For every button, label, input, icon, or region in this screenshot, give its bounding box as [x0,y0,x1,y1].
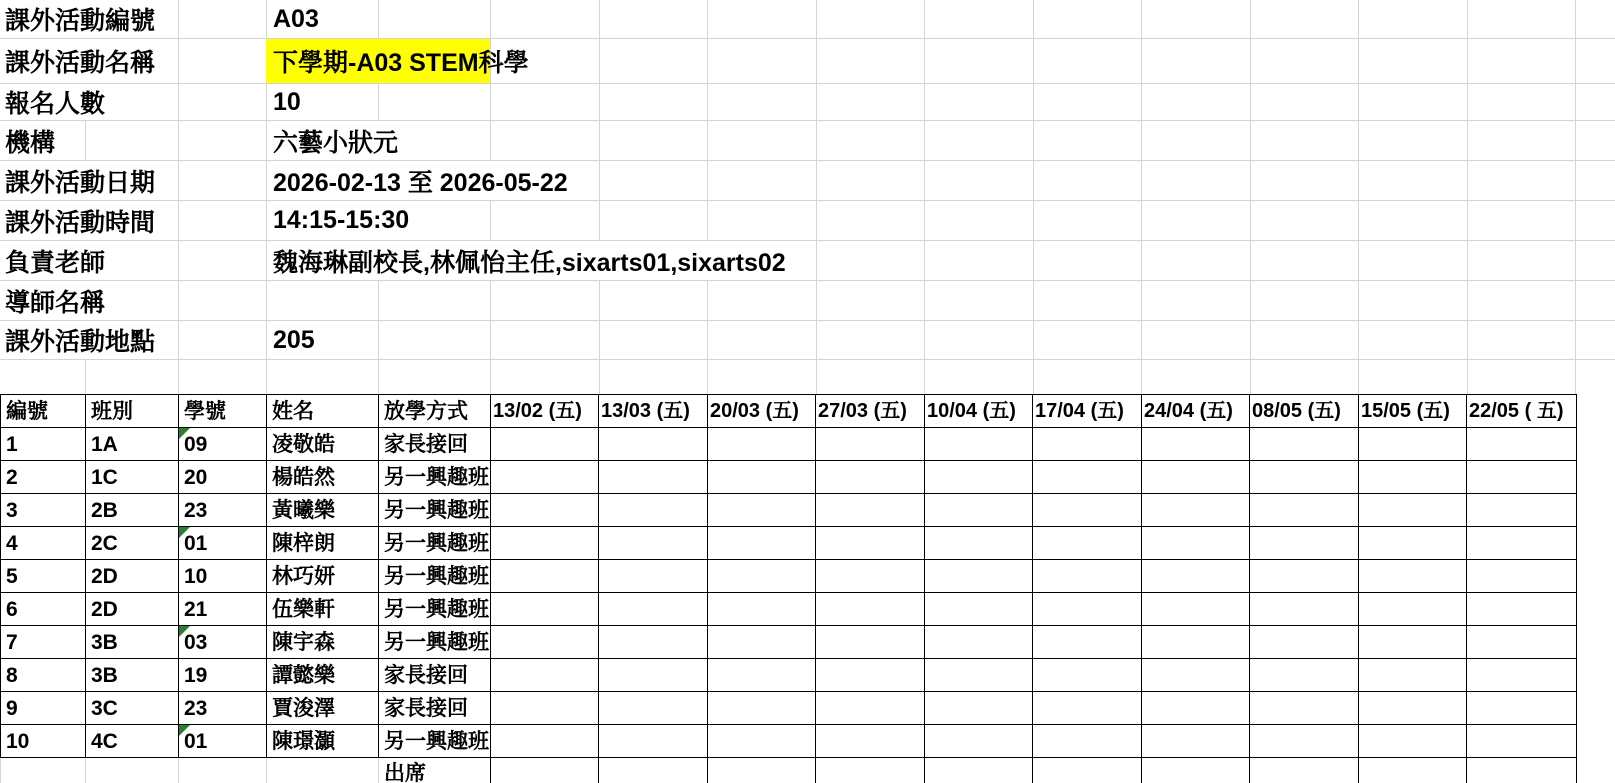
row-number-cell[interactable]: 4 [1,527,86,560]
date-cell[interactable] [1359,560,1467,593]
date-cell[interactable] [708,428,816,461]
info-value[interactable]: 10 [267,84,309,120]
date-header[interactable]: 15/05 (五) [1359,395,1467,428]
gridlines [0,0,1615,38]
date-cell[interactable] [491,494,599,527]
date-cell[interactable] [1033,461,1142,494]
date-header[interactable]: 20/03 (五) [708,395,816,428]
date-cell[interactable] [599,758,708,783]
student-no-cell[interactable]: 20 [179,461,267,494]
date-cell[interactable] [599,461,708,494]
date-cell[interactable] [1142,560,1250,593]
date-cell[interactable] [1142,659,1250,692]
table-row [1,560,1577,593]
date-cell[interactable] [1142,527,1250,560]
dismissal-cell[interactable]: 另一興趣班 [379,725,491,758]
date-cell[interactable] [1142,725,1250,758]
date-cell[interactable] [1467,758,1577,783]
empty-cell[interactable] [1,758,86,783]
row-number-cell[interactable]: 2 [1,461,86,494]
row-number-cell[interactable]: 3 [1,494,86,527]
attendance-footer-row [1,758,1577,783]
date-cell[interactable] [1467,527,1577,560]
name-cell[interactable]: 陳梓朗 [267,527,379,560]
date-cell[interactable] [816,692,925,725]
dismissal-cell[interactable]: 另一興趣班 [379,593,491,626]
date-cell[interactable] [1033,428,1142,461]
cell-flag-icon [179,428,190,439]
date-cell[interactable] [708,626,816,659]
class-cell[interactable]: 1A [86,428,179,461]
name-cell[interactable]: 林巧妍 [267,560,379,593]
date-cell[interactable] [1250,494,1359,527]
student-no-cell[interactable]: 23 [179,692,267,725]
plain-text: 科學 [478,49,529,77]
dismissal-cell[interactable]: 另一興趣班 [379,461,491,494]
attendance-footer-label[interactable]: 出席 [379,758,491,783]
date-cell[interactable] [1359,494,1467,527]
date-cell[interactable] [1033,659,1142,692]
date-cell[interactable] [491,626,599,659]
table-row [1,692,1577,725]
row-number-cell[interactable]: 8 [1,659,86,692]
dismissal-cell[interactable]: 另一興趣班 [379,527,491,560]
date-cell[interactable] [1467,560,1577,593]
student-no-cell[interactable]: 09 [179,428,267,461]
class-cell[interactable]: 3C [86,692,179,725]
date-header[interactable]: 24/04 (五) [1142,395,1250,428]
date-cell[interactable] [1250,461,1359,494]
info-label[interactable]: 課外活動日期 [0,161,163,200]
table-row [1,626,1577,659]
date-cell[interactable] [708,593,816,626]
date-cell[interactable] [491,725,599,758]
info-label[interactable]: 課外活動名稱 [0,39,163,83]
gridlines [0,161,1615,200]
class-cell[interactable]: 3B [86,626,179,659]
date-cell[interactable] [1142,692,1250,725]
date-cell[interactable] [1467,725,1577,758]
date-cell[interactable] [1359,659,1467,692]
date-cell[interactable] [1467,692,1577,725]
dismissal-cell[interactable]: 另一興趣班 [379,626,491,659]
name-cell[interactable]: 譚懿樂 [267,659,379,692]
cell-flag-icon [179,527,190,538]
col-header-no[interactable]: 編號 [1,395,86,428]
date-cell[interactable] [1467,659,1577,692]
date-header[interactable]: 13/03 (五) [599,395,708,428]
empty-cell[interactable] [86,758,179,783]
date-cell[interactable] [1033,593,1142,626]
date-cell[interactable] [708,659,816,692]
info-row-enrolment [0,84,1615,121]
row-number-cell[interactable]: 9 [1,692,86,725]
date-cell[interactable] [1250,527,1359,560]
col-header-dismissal[interactable]: 放學方式 [379,395,491,428]
class-cell[interactable]: 1C [86,461,179,494]
info-value[interactable]: 205 [267,321,323,359]
row-number-cell[interactable]: 7 [1,626,86,659]
empty-row [0,360,1615,394]
gridlines [0,84,1615,120]
date-cell[interactable] [599,626,708,659]
date-cell[interactable] [1033,527,1142,560]
info-label[interactable]: 報名人數 [0,84,113,120]
date-cell[interactable] [1250,692,1359,725]
date-cell[interactable] [925,692,1033,725]
date-cell[interactable] [925,659,1033,692]
date-cell[interactable] [1142,494,1250,527]
date-cell[interactable] [708,692,816,725]
date-cell[interactable] [1467,626,1577,659]
date-cell[interactable] [1250,560,1359,593]
student-no-cell[interactable]: 19 [179,659,267,692]
info-value[interactable]: A03 [267,0,327,38]
date-cell[interactable] [1467,593,1577,626]
info-row-tutor [0,281,1615,321]
row-number-cell[interactable]: 5 [1,560,86,593]
date-cell[interactable] [1033,494,1142,527]
date-cell[interactable] [708,560,816,593]
info-row-dates [0,161,1615,201]
name-cell[interactable]: 黃曦樂 [267,494,379,527]
date-cell[interactable] [816,560,925,593]
name-cell[interactable]: 凌敬皓 [267,428,379,461]
date-cell[interactable] [708,494,816,527]
date-cell[interactable] [708,758,816,783]
info-row-organisation [0,121,1615,161]
dismissal-cell[interactable]: 家長接回 [379,428,491,461]
info-label[interactable]: 課外活動時間 [0,201,163,240]
student-no-cell[interactable]: 01 [179,725,267,758]
gridlines [0,321,1615,359]
info-row-teachers [0,241,1615,281]
class-cell[interactable]: 2C [86,527,179,560]
table-row [1,494,1577,527]
date-cell[interactable] [1467,461,1577,494]
info-row-time [0,201,1615,241]
date-cell[interactable] [816,593,925,626]
date-cell[interactable] [491,758,599,783]
date-cell[interactable] [1467,428,1577,461]
empty-cell[interactable] [179,758,267,783]
date-cell[interactable] [816,428,925,461]
info-row-activity-name [0,39,1615,84]
date-cell[interactable] [599,692,708,725]
date-cell[interactable] [1250,725,1359,758]
class-cell[interactable]: 2B [86,494,179,527]
date-cell[interactable] [599,593,708,626]
info-label[interactable]: 機構 [0,121,63,160]
date-cell[interactable] [1250,659,1359,692]
date-cell[interactable] [816,758,925,783]
date-cell[interactable] [925,758,1033,783]
date-cell[interactable] [1142,758,1250,783]
date-cell[interactable] [816,626,925,659]
date-cell[interactable] [925,626,1033,659]
date-cell[interactable] [1033,626,1142,659]
name-cell[interactable]: 陳璟灝 [267,725,379,758]
info-label[interactable]: 課外活動地點 [0,321,163,359]
date-cell[interactable] [491,593,599,626]
date-cell[interactable] [925,725,1033,758]
date-cell[interactable] [1250,626,1359,659]
date-cell[interactable] [599,659,708,692]
col-header-class[interactable]: 班別 [86,395,179,428]
date-cell[interactable] [1033,560,1142,593]
date-header[interactable]: 27/03 (五) [816,395,925,428]
date-cell[interactable] [1250,758,1359,783]
gridlines [0,201,1615,240]
date-cell[interactable] [1467,494,1577,527]
info-value[interactable]: 六藝小狀元 [267,121,406,160]
date-header[interactable]: 08/05 (五) [1250,395,1359,428]
gridlines [0,281,1615,320]
info-value[interactable]: 2026-02-13 至 2026-05-22 [267,161,576,200]
date-cell[interactable] [1359,593,1467,626]
date-cell[interactable] [1033,692,1142,725]
date-header[interactable]: 22/05 ( 五) [1467,395,1577,428]
student-no-cell[interactable]: 21 [179,593,267,626]
date-cell[interactable] [491,461,599,494]
col-header-student-no[interactable]: 學號 [179,395,267,428]
table-row [1,461,1577,494]
name-cell[interactable]: 楊皓然 [267,461,379,494]
info-label[interactable]: 課外活動編號 [0,0,163,38]
dismissal-cell[interactable]: 另一興趣班 [379,494,491,527]
table-row [1,593,1577,626]
student-no-cell[interactable]: 01 [179,527,267,560]
date-cell[interactable] [1359,692,1467,725]
date-cell[interactable] [1359,527,1467,560]
date-cell[interactable] [599,560,708,593]
date-cell[interactable] [491,659,599,692]
table-row [1,428,1577,461]
name-cell[interactable]: 賈浚澤 [267,692,379,725]
date-cell[interactable] [491,692,599,725]
gridlines [0,39,1615,83]
class-cell[interactable]: 2D [86,593,179,626]
class-cell[interactable]: 3B [86,659,179,692]
date-cell[interactable] [1359,725,1467,758]
date-cell[interactable] [925,593,1033,626]
date-cell[interactable] [708,527,816,560]
date-cell[interactable] [1033,725,1142,758]
date-cell[interactable] [925,560,1033,593]
date-cell[interactable] [708,461,816,494]
table-row [1,725,1577,758]
info-value[interactable] [267,39,537,83]
date-cell[interactable] [599,428,708,461]
dismissal-cell[interactable]: 家長接回 [379,692,491,725]
info-row-venue [0,321,1615,360]
info-label[interactable]: 導師名稱 [0,281,113,320]
info-label[interactable]: 負責老師 [0,241,113,280]
date-cell[interactable] [1142,593,1250,626]
date-cell[interactable] [1359,626,1467,659]
date-cell[interactable] [1359,758,1467,783]
attendance-table [0,394,1577,783]
student-no-cell[interactable]: 10 [179,560,267,593]
date-header[interactable]: 17/04 (五) [1033,395,1142,428]
header-row [1,395,1577,428]
info-value[interactable]: 14:15-15:30 [267,201,417,240]
date-cell[interactable] [816,659,925,692]
class-cell[interactable]: 2D [86,560,179,593]
date-cell[interactable] [1142,461,1250,494]
date-header[interactable]: 13/02 (五) [491,395,599,428]
row-number-cell[interactable]: 6 [1,593,86,626]
gridlines [0,360,1615,394]
date-cell[interactable] [1142,428,1250,461]
table-row [1,527,1577,560]
col-header-name[interactable]: 姓名 [267,395,379,428]
date-cell[interactable] [816,461,925,494]
student-no-cell[interactable]: 03 [179,626,267,659]
dismissal-cell[interactable]: 另一興趣班 [379,560,491,593]
date-cell[interactable] [816,527,925,560]
name-cell[interactable]: 陳宇森 [267,626,379,659]
row-number-cell[interactable]: 1 [1,428,86,461]
dismissal-cell[interactable]: 家長接回 [379,659,491,692]
date-cell[interactable] [599,494,708,527]
date-cell[interactable] [1359,428,1467,461]
date-cell[interactable] [925,461,1033,494]
cell-flag-icon [179,725,190,736]
date-cell[interactable] [491,527,599,560]
class-cell[interactable]: 4C [86,725,179,758]
empty-cell[interactable] [267,758,379,783]
date-cell[interactable] [599,725,708,758]
date-cell[interactable] [1250,428,1359,461]
info-row-activity-code [0,0,1615,39]
date-header[interactable]: 10/04 (五) [925,395,1033,428]
student-no-cell[interactable]: 23 [179,494,267,527]
date-cell[interactable] [1250,593,1359,626]
gridlines [0,241,1615,280]
cell-flag-icon [179,626,190,637]
date-cell[interactable] [1359,461,1467,494]
date-cell[interactable] [491,560,599,593]
table-row [1,659,1577,692]
date-cell[interactable] [1033,758,1142,783]
name-cell[interactable]: 伍樂軒 [267,593,379,626]
gridlines [0,121,1615,160]
date-cell[interactable] [1142,626,1250,659]
date-cell[interactable] [925,527,1033,560]
date-cell[interactable] [925,428,1033,461]
info-value[interactable]: 魏海琳副校長,林佩怡主任,sixarts01,sixarts02 [267,241,794,280]
date-cell[interactable] [599,527,708,560]
row-number-cell[interactable]: 10 [1,725,86,758]
date-cell[interactable] [708,725,816,758]
date-cell[interactable] [816,725,925,758]
date-cell[interactable] [925,494,1033,527]
highlighted-text: 下學期-A03 STEM [273,49,479,77]
date-cell[interactable] [491,428,599,461]
date-cell[interactable] [816,494,925,527]
